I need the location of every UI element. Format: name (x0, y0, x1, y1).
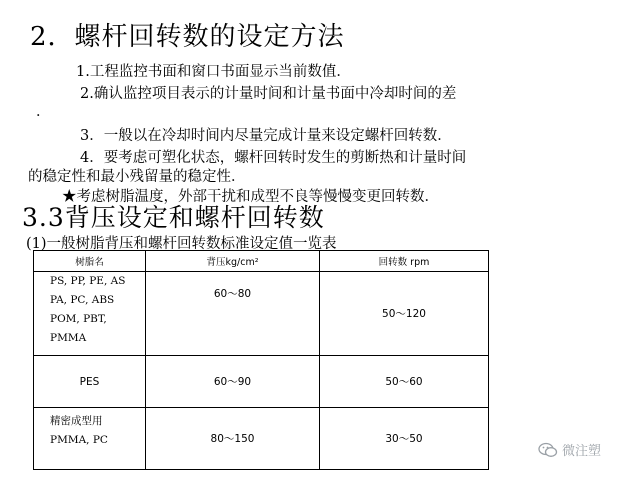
resin-cell (34, 408, 146, 470)
table-row (34, 356, 489, 408)
item-4: 4．要考虑可塑化状态，螺杆回转时发生的剪断热和计量时间 (80, 150, 467, 166)
table-header-row (34, 251, 489, 272)
table-row (34, 408, 489, 470)
header-rpm: 回转数 rpm (320, 251, 489, 272)
item-star: ★考虑树脂温度，外部干扰和成型不良等慢慢变更回转数． (62, 189, 439, 205)
watermark-text: 微注塑 (562, 444, 602, 459)
resin-cell (34, 356, 146, 408)
item-3: 3．一般以在冷却时间内尽量完成计量来设定螺杆回转数． (80, 128, 452, 144)
rpm-cell: 30～50 (320, 408, 489, 470)
resin-line: PS, PP, PE, AS (50, 275, 126, 287)
resin-line: PMMA (50, 332, 87, 344)
table-row (34, 272, 489, 356)
wechat-icon (538, 442, 558, 458)
resin-line: 精密成型用 (50, 415, 103, 427)
section-heading: 3.3背压设定和螺杆回转数 (22, 203, 325, 232)
header-resin: 树脂名 (34, 251, 146, 272)
header-back-pressure: 背压kg/cm² (146, 251, 320, 272)
resin-line: POM, PBT, (50, 313, 107, 325)
back-pressure-cell: 60～80 (146, 272, 320, 356)
item-2-tail: ． (36, 104, 51, 120)
watermark (538, 440, 601, 459)
rpm-cell: 50～120 (320, 272, 489, 356)
resin-line: PES (79, 375, 100, 388)
item-4-cont: 的稳定性和最小残留量的稳定性． (28, 169, 246, 185)
page-heading: 2．螺杆回转数的设定方法 (30, 22, 345, 52)
settings-table (33, 250, 489, 470)
back-pressure-cell: 80～150 (146, 408, 320, 470)
rpm-cell: 50～60 (320, 356, 489, 408)
resin-line: PMMA, PC (50, 434, 108, 446)
item-2: 2.确认监控项目表示的计量时间和计量书面中冷却时间的差 (80, 86, 457, 102)
item-1: 1.工程监控书面和窗口书面显示当前数值． (76, 64, 351, 80)
table-caption: (1)一般树脂背压和螺杆回转数标准设定值一览表 (26, 236, 337, 252)
resin-line: PA, PC, ABS (50, 294, 115, 306)
back-pressure-cell: 60～90 (146, 356, 320, 408)
resin-cell (34, 272, 146, 356)
